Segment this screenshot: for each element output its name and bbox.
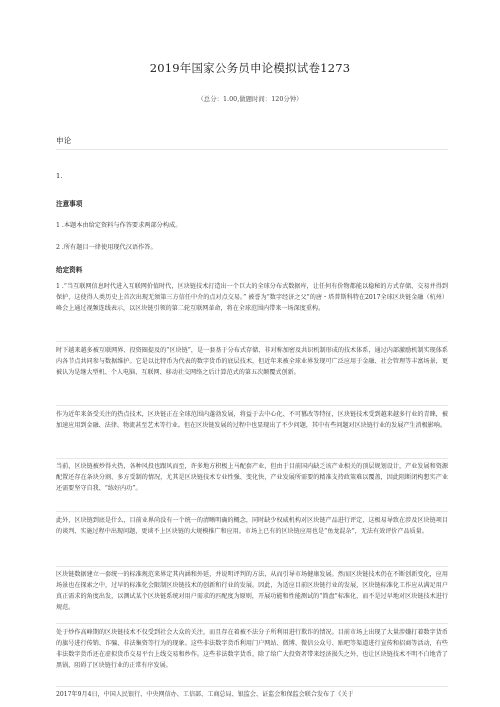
- material-paragraph: 2017年9月4日，中国人民银行、中央网信办、工信部、工商总局、银监会、证监会和保监会联合发布了《关于: [56, 691, 354, 698]
- section-divider: [56, 149, 448, 150]
- paragraph-divider: [56, 686, 448, 687]
- document-title: 2019年国家公务员申论模拟试卷1273: [149, 61, 351, 75]
- question-number: 1.: [56, 172, 63, 180]
- material-paragraph: 当前，区块链被炒得火热，各种风投也跟风而至，许多地方积极上马配套产业，但由于目前国内缺乏该产业相关的顶层规划设计，产业发展和资源配置还存在条块分割、多方受制的情况，尤其是区块链技术专业性强、变化快，产业发展所需要的精准支持政策难以覆盖，因此阻断闭构想实产业还需要坚守自我、“练好内功”。: [56, 463, 448, 492]
- material-paragraph: 1 .“当互联网信息时代进入互联网价值时代，区块链技术打造出一个巨大的全球分布式数据库，让任何有价物都能以稳秘的方式存储、交易并得到保护，这使得人类历史上首次出现无须第三方信任中介的点对点交易。” 被誉为“数字经济之父”的唐・塔普斯科特在2017全球区块链金融（杭州）峰会上通过视频连线表示，以区块链引领的第二轮互联网革命，将在全球范围内带来一场深度重构。: [56, 283, 448, 312]
- notes-heading: 注意事项: [56, 200, 83, 208]
- paragraph-divider: [56, 511, 448, 512]
- paragraph-divider: [56, 458, 448, 459]
- material-paragraph: 作为近年来备受关注的热点技术，区块链正在全球范围内蓬勃发展，将益于去中心化、不可篡改等特征，区块链技术受到越来越多行业的青睐，被加速应用到金融、法律、物流甚至艺术等行业。但在区块链发展的过程中也显现出了不少问题，其中有些问题对区块链行业的发展产生消极影响。: [56, 411, 448, 429]
- material-paragraph: 区块链数据建立一套统一的标准规范来界定其内涵和外延，并说明评判的方法，从而引导市场健康发展。然而区块链技术仍在不断创新变化，应用场景也在探索之中，过早的标准化会限制区块链技术的创新和行业的发展。因此，为适应目前区块链行业的发展，区块链标准化工作应从满足用户真正需求的角度出发，以测试某个区块链系统对用户需求的匹配度为原则，开展功能和性能测试的“简盘”标准化，而不是过早地对区块链技术进行规范。: [56, 571, 448, 611]
- paragraph-divider: [56, 623, 448, 624]
- materials-heading: 给定资料: [56, 266, 83, 274]
- paragraph-divider: [56, 405, 448, 406]
- material-paragraph: 此外，区块链到底是什么，目前业界尚没有一个统一的清晰明确的概念，同时缺少权威机构对区块链产品进行评定，这极易导致在涉及区块链项目的谈判、实施过程中出现问题，更谈不上区块链的大规模推广和应用。市场上已有的区块链应用也是“鱼龙混杂”，无法有效评价产品质量。: [56, 517, 448, 535]
- section-title: 申论: [56, 136, 72, 145]
- note-item: 2 .所有题目一律使用现代汉语作答。: [56, 244, 157, 251]
- material-paragraph: 时下越来越多被互联网界、投资圈提及的“区块链”，是一套基于分布式存储、非对称加密及共识机制形成的技术体系，通过内部激励机制实现体系内各节点共同参与数据维护。它是以比特币为代表的数字货币的底层技术，但近年来被全球业界发现可广泛应用于金融、社会管理等丰富场景，更被认为是继大型机、个人电脑、互联网、移动社交网络之后计算范式的第五次颠覆式创新。: [56, 347, 448, 376]
- exam-meta: （总分：1.00,做题时间：120分钟）: [197, 95, 303, 103]
- note-item: 1 .本题本由给定资料与作答要求两部分构成。: [56, 222, 182, 229]
- material-paragraph: 处于炒作高峰期的区块链技术不仅受到社会大众的关注，而且存在着被不法分子所利用进行欺诈的情况。目前市场上出现了大量涉嫌打着数字货币的旗号进行传销、诈骗、非法集资等行为的现象。这些非法数字货币利用门户网站、微博、微信公众号、贴吧等渠道进行宣传和招商等活动，有些非法数字货币还在虚拟货币交易平台上线交易和炒作。这些非法数字货币，除了给广大投资者带来经济损失之外，也让区块链技术不明不白地背了黑锅，阻碍了区块链行业的正常有序发展。: [56, 629, 448, 669]
- paragraph-divider: [56, 341, 448, 342]
- paragraph-divider: [56, 566, 448, 567]
